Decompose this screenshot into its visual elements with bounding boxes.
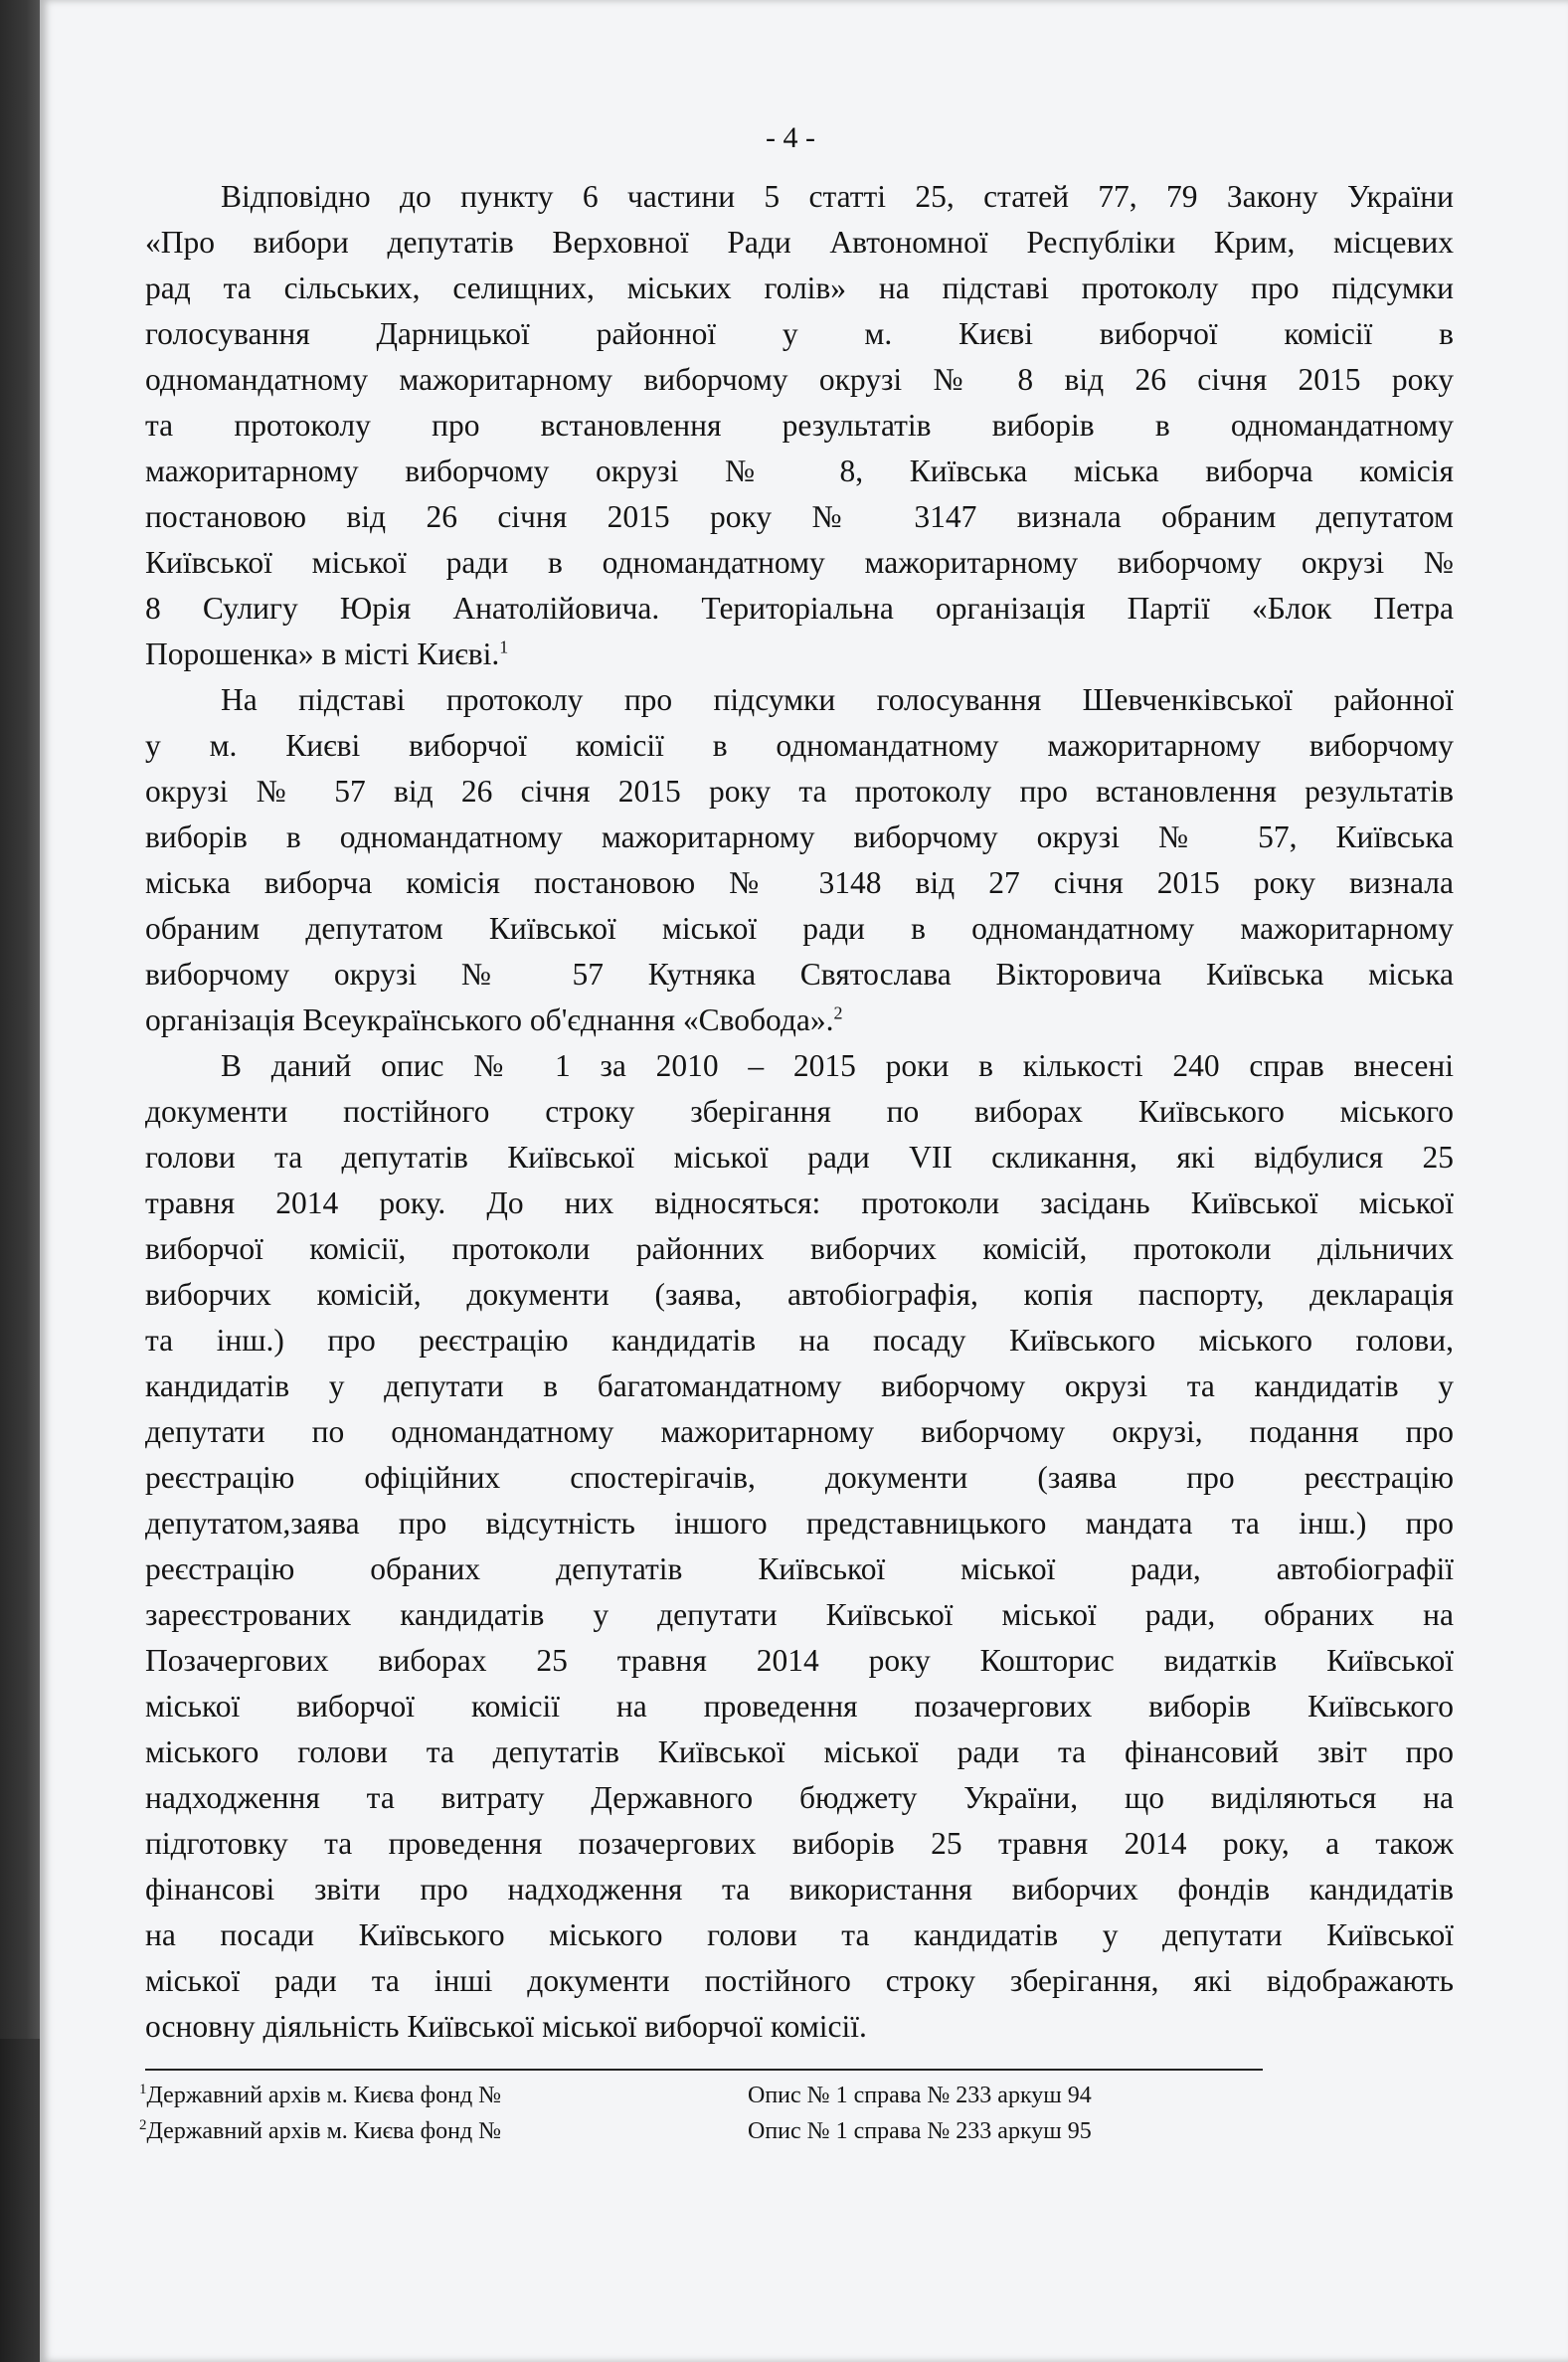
paragraph1-line: Київської міської ради в одномандатному мажоритарному виборчому окрузі № [145, 545, 1454, 580]
paragraph1-line: рад та сільських, селищних, міських голів» на підставі протоколу про підсумки [145, 271, 1454, 305]
paragraph2-line: міська виборча комісія постановою № 3148 від 27 січня 2015 року визнала [145, 865, 1454, 900]
paragraph3-line: підготовку та проведення позачергових виборів 25 травня 2014 року, а також [145, 1826, 1454, 1861]
paragraph3-line: документи постійного строку зберігання по виборах Київського міського [145, 1094, 1454, 1129]
paragraph1-line: та протоколу про встановлення результатів виборів в одномандатному [145, 408, 1454, 443]
paragraph3-line: травня 2014 року. До них відносяться: протоколи засідань Київської міської [145, 1185, 1454, 1220]
paragraph3-line: кандидатів у депутати в багатомандатному виборчому окрузі та кандидатів у [145, 1368, 1454, 1403]
paragraph3-line: виборчої комісії, протоколи районних виборчих комісій, протоколи дільничих [145, 1231, 1454, 1266]
page-number: - 4 - [766, 121, 815, 154]
paragraph3-line: фінансові звіти про надходження та використання виборчих фондів кандидатів [145, 1872, 1454, 1907]
paragraph3-line: Позачергових виборах 25 травня 2014 року Кошторис видатків Київської [145, 1643, 1454, 1678]
paragraph3-line: голови та депутатів Київської міської ради VII скликання, які відбулися 25 [145, 1140, 1454, 1175]
footnote-source: Державний архів м. Києва фонд № [146, 2118, 502, 2144]
paragraph2-line: окрузі № 57 від 26 січня 2015 року та протоколу про встановлення результатів [145, 774, 1454, 809]
footnote-reference: Опис № 1 справа № 233 аркуш 95 [748, 2118, 1092, 2144]
footnote-left [139, 2116, 501, 2146]
paragraph3-line: основну діяльність Київської міської виборчої комісії. [145, 2009, 867, 2044]
footnote-source: Державний архів м. Києва фонд № [146, 2083, 502, 2108]
paragraph3-line: зареєстрованих кандидатів у депутати Київської міської ради, обраних на [145, 1597, 1454, 1632]
paragraph1-line: голосування Дарницької районної у м. Києві виборчої комісії в [145, 316, 1454, 351]
paragraph3-line: виборчих комісій, документи (заява, автобіографія, копія паспорту, декларація [145, 1277, 1454, 1312]
paragraph3-line: та інш.) про реєстрацію кандидатів на посаду Київського міського голови, [145, 1323, 1454, 1358]
paragraph1-line: 8 Сулигу Юрія Анатолійовича. Територіальна організація Партії «Блок Петра [145, 591, 1454, 626]
footnote-mark: 2 [139, 2117, 147, 2133]
paragraph3-line: міської виборчої комісії на проведення позачергових виборів Київського [145, 1689, 1454, 1724]
paragraph2-line: виборчому окрузі № 57 Кутняка Святослава Вікторовича Київська міська [145, 957, 1454, 992]
scan-binding-edge [0, 0, 44, 2362]
paragraph3-line: реєстрацію офіційних спостерігачів, документи (заява про реєстрацію [145, 1460, 1454, 1495]
paragraph2-line: у м. Києві виборчої комісії в одномандатному мажоритарному виборчому [145, 728, 1454, 763]
paragraph1-last-line [145, 635, 1454, 674]
paragraph1-line: Порошенка» в місті Києві. [145, 636, 500, 671]
paragraph1-line: мажоритарному виборчому окрузі № 8, Київська міська виборча комісія [145, 454, 1454, 488]
paragraph1-line: Відповідно до пункту 6 частини 5 статті 25, статей 77, 79 Закону України [221, 179, 1454, 214]
paragraph3-line: на посади Київського міського голови та кандидатів у депутати Київської [145, 1917, 1454, 1952]
paragraph3-line: реєстрацію обраних депутатів Київської міської ради, автобіографії [145, 1551, 1454, 1586]
paragraph2-line: виборів в одномандатному мажоритарному виборчому окрузі № 57, Київська [145, 819, 1454, 854]
paragraph3-line: міського голови та депутатів Київської міської ради та фінансовий звіт про [145, 1734, 1454, 1769]
paragraph1-line: постановою від 26 січня 2015 року № 3147 визнала обраним депутатом [145, 499, 1454, 534]
paragraph2-last-line [145, 1000, 1454, 1040]
paragraph2-line: організація Всеукраїнського об'єднання «Свобода». [145, 1002, 834, 1037]
footnote-mark: 1 [139, 2082, 147, 2097]
paragraph3-line: депутатом,заява про відсутність іншого представницького мандата та інш.) про [145, 1506, 1454, 1541]
paragraph3-line: міської ради та інші документи постійного строку зберігання, які відображають [145, 1963, 1454, 1998]
paragraph3-line: депутати по одномандатному мажоритарному виборчому окрузі, подання про [145, 1414, 1454, 1449]
footnote-reference: Опис № 1 справа № 233 аркуш 94 [748, 2083, 1092, 2108]
paragraph3-line: надходження та витрату Державного бюджету України, що виділяються на [145, 1780, 1454, 1815]
paragraph3-line: В даний опис № 1 за 2010 – 2015 роки в кількості 240 справ внесені [221, 1048, 1454, 1083]
paragraph2-line: обраним депутатом Київської міської ради в одномандатному мажоритарному [145, 911, 1454, 946]
paragraph1-line: «Про вибори депутатів Верховної Ради Автономної Республіки Крим, місцевих [145, 225, 1454, 260]
footnote-ref: 2 [833, 1002, 843, 1023]
footnote-divider [145, 2069, 1263, 2071]
footnote-ref: 1 [499, 636, 509, 657]
paragraph1-line: одномандатному мажоритарному виборчому окрузі № 8 від 26 січня 2015 року [145, 362, 1454, 397]
paragraph2-line: На підставі протоколу про підсумки голосування Шевченківської районної [221, 682, 1454, 717]
footnote-left [139, 2081, 501, 2110]
